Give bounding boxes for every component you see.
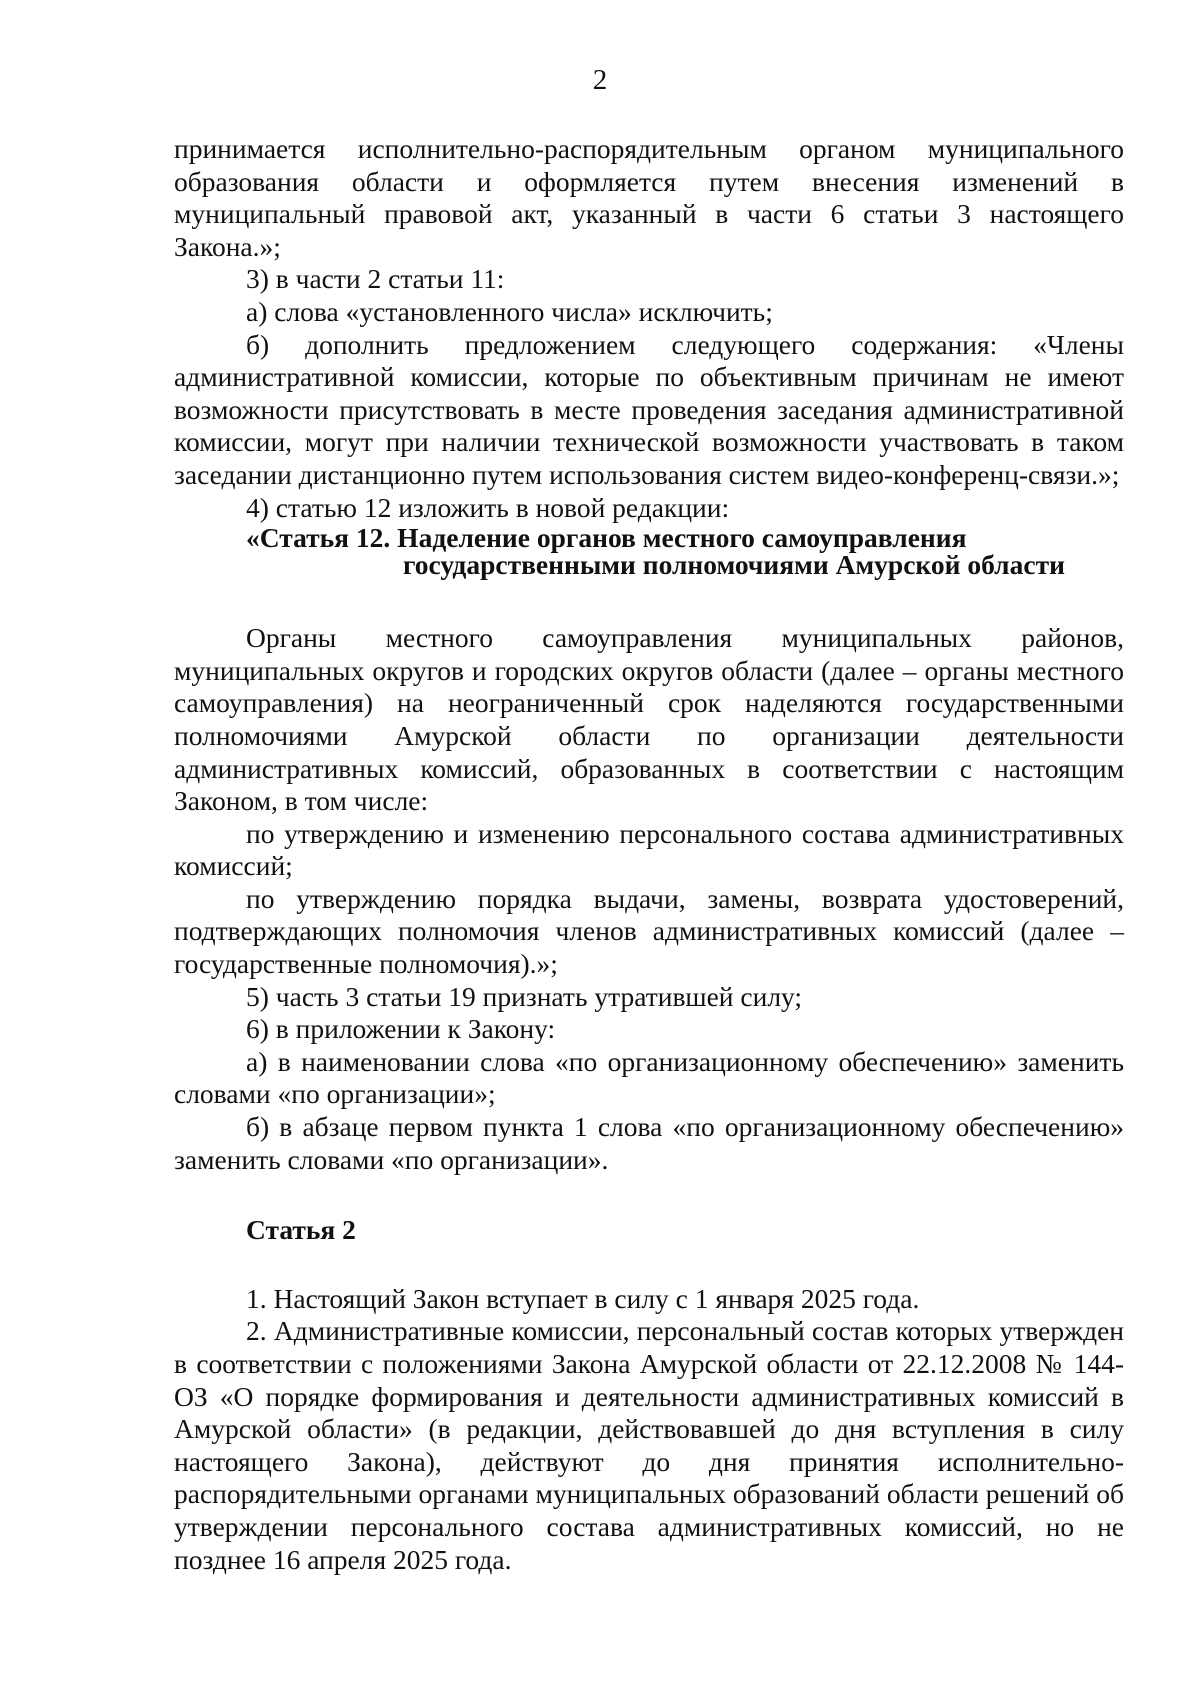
document-body	[174, 133, 1124, 1576]
article-12-heading-line2: государственными полномочиями Амурской области	[403, 549, 1065, 581]
page-number: 2	[592, 64, 608, 96]
paragraph: а) в наименовании слова «по организационному обеспечению» заменить словами «по организации»;	[174, 1045, 1124, 1110]
paragraph: 1. Настоящий Закон вступает в силу с 1 января 2025 года.	[246, 1282, 920, 1314]
paragraph: принимается исполнительно-распорядительным органом муниципального образования области и оформляется путем внесения изменений в муниципальный правовой акт, указанный в части 6 статьи 3 настоящего Закона.»;	[174, 133, 1124, 262]
paragraph: 4) статью 12 изложить в новой редакции:	[246, 491, 730, 523]
article-12-heading-line1: «Статья 12. Наделение органов местного самоуправления	[246, 522, 967, 554]
paragraph: б) в абзаце первом пункта 1 слова «по организационному обеспечению» заменить словами «по организации».	[174, 1111, 1124, 1175]
paragraph: 5) часть 3 статьи 19 признать утратившей силу;	[246, 980, 803, 1012]
spacer	[174, 578, 1124, 622]
spacer	[174, 1247, 1124, 1283]
paragraph: Органы местного самоуправления муниципальных районов, муниципальных округов и городских округов области (далее – органы местного самоуправления) на неограниченный срок наделяются государственными полномочиями Амурской области по организации деятельности административных комиссий, образованных в соответствии с настоящим Законом, в том числе:	[174, 622, 1124, 817]
paragraph: 6) в приложении к Закону:	[246, 1013, 556, 1045]
spacer	[174, 1176, 1124, 1214]
paragraph: 3) в части 2 статьи 11:	[246, 263, 505, 295]
paragraph: а) слова «установленного числа» исключить;	[246, 295, 773, 327]
paragraph: по утверждению порядка выдачи, замены, возврата удостоверений, подтверждающих полномочия членов административных комиссий (далее – государственные полномочия).»;	[174, 882, 1124, 980]
article-12-heading	[174, 522, 1124, 581]
article-2-title: Статья 2	[246, 1214, 356, 1246]
paragraph: б) дополнить предложением следующего содержания: «Члены административной комиссии, которые по объективным причинам не имеют возможности присутствовать в месте проведения заседания административной комиссии, могут при наличии технической возможности участвовать в таком заседании дистанционно путем использования систем видео-конференц-связи.»;	[174, 328, 1124, 490]
paragraph: по утверждению и изменению персонального состава административных комиссий;	[174, 817, 1124, 882]
paragraph: 2. Административные комиссии, персональный состав которых утвержден в соответствии с положениями Закона Амурской области от 22.12.2008 № 144-ОЗ «О порядке формирования и деятельности административных комиссий в Амурской области» (в редакции, действовавшей до дня вступления в силу настоящего Закона), действуют до дня принятия исполнительно-распорядительными органами муниципальных образований области решений об утверждении персонального состава административных комиссий, но не позднее 16 апреля 2025 года.	[174, 1315, 1124, 1575]
